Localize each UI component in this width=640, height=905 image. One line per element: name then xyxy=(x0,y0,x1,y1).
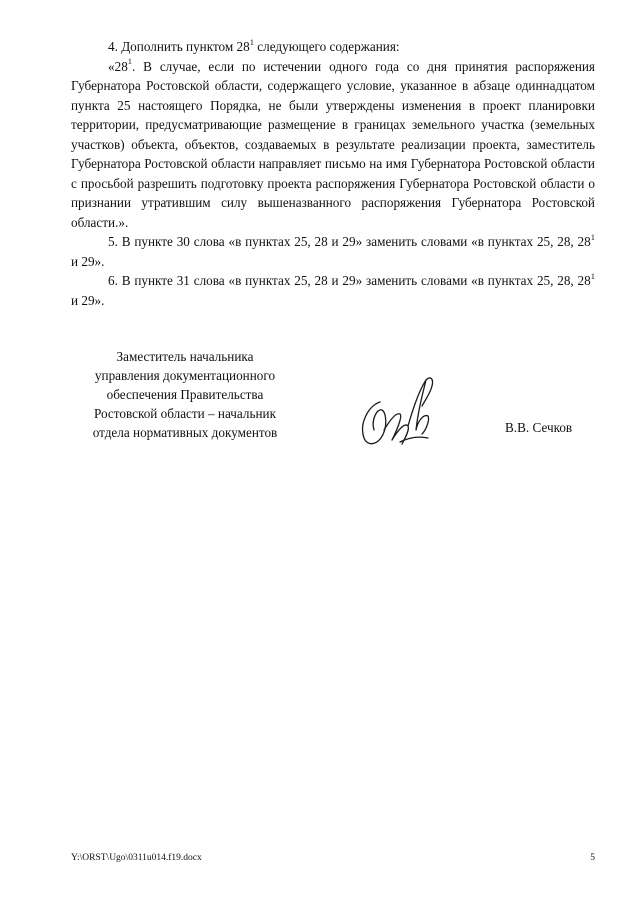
signer-position-line: управления документационного xyxy=(94,368,276,383)
signer-position-line: Ростовской области – начальник xyxy=(93,406,277,421)
footer-file-path: Y:\ORST\Ugo\0311u014.f19.docx xyxy=(71,853,202,863)
signer-position-line: обеспечения Правительства xyxy=(106,387,264,402)
text-run: и 29». xyxy=(71,253,105,269)
paragraph-item-6 xyxy=(71,271,595,310)
signer-name: В.В. Сечков xyxy=(505,420,573,435)
document-body xyxy=(71,37,595,310)
text-run: следующего содержания: xyxy=(253,39,400,54)
paragraph-item-4 xyxy=(71,37,595,57)
page-number: 5 xyxy=(590,853,595,863)
signer-position xyxy=(71,347,299,442)
paragraph-item-28-1 xyxy=(71,57,595,233)
superscript: 1 xyxy=(590,270,595,281)
superscript: 1 xyxy=(127,56,133,67)
signer-position-line: отдела нормативных документов xyxy=(92,425,278,440)
superscript: 1 xyxy=(249,36,254,47)
signer-position-line: Заместитель начальника xyxy=(116,349,254,364)
text-run: 5. В пункте 30 слова «в пунктах 25, 28 и 29» заменить словами «в пунктах 25, 28, 28 xyxy=(108,234,591,249)
paragraph-item-5 xyxy=(71,232,595,271)
text-run: . В случае, если по истечении одного года со дня принятия распоряжения Губернатора Ростовской области, содержащего условие, указанное в абзаце одиннадцатом пункта 25 настоящего Порядка, не были утверждены изменения в проект планировки территории, предусматривающие размещение в границах земельного участка (земельных участков) объекта, объектов, создаваемых в результате реализации проекта, заместитель Губернатора Ростовской области направляет письмо на имя Губернатора Ростовской области с просьбой разрешить подготовку проекта распоряжения Губернатора Ростовской области о признании утратившим силу вышеназванного распоряжения Губернатора Ростовской области.». xyxy=(71,58,595,230)
text-run: 6. В пункте 31 слова «в пунктах 25, 28 и 29» заменить словами «в пунктах 25, 28, 28 xyxy=(108,273,591,288)
text-run: 4. Дополнить пунктом 28 xyxy=(108,39,250,54)
handwritten-signature-icon xyxy=(356,372,442,458)
text-run: «28 xyxy=(108,58,128,74)
text-run: и 29». xyxy=(71,292,105,308)
superscript: 1 xyxy=(590,231,595,242)
